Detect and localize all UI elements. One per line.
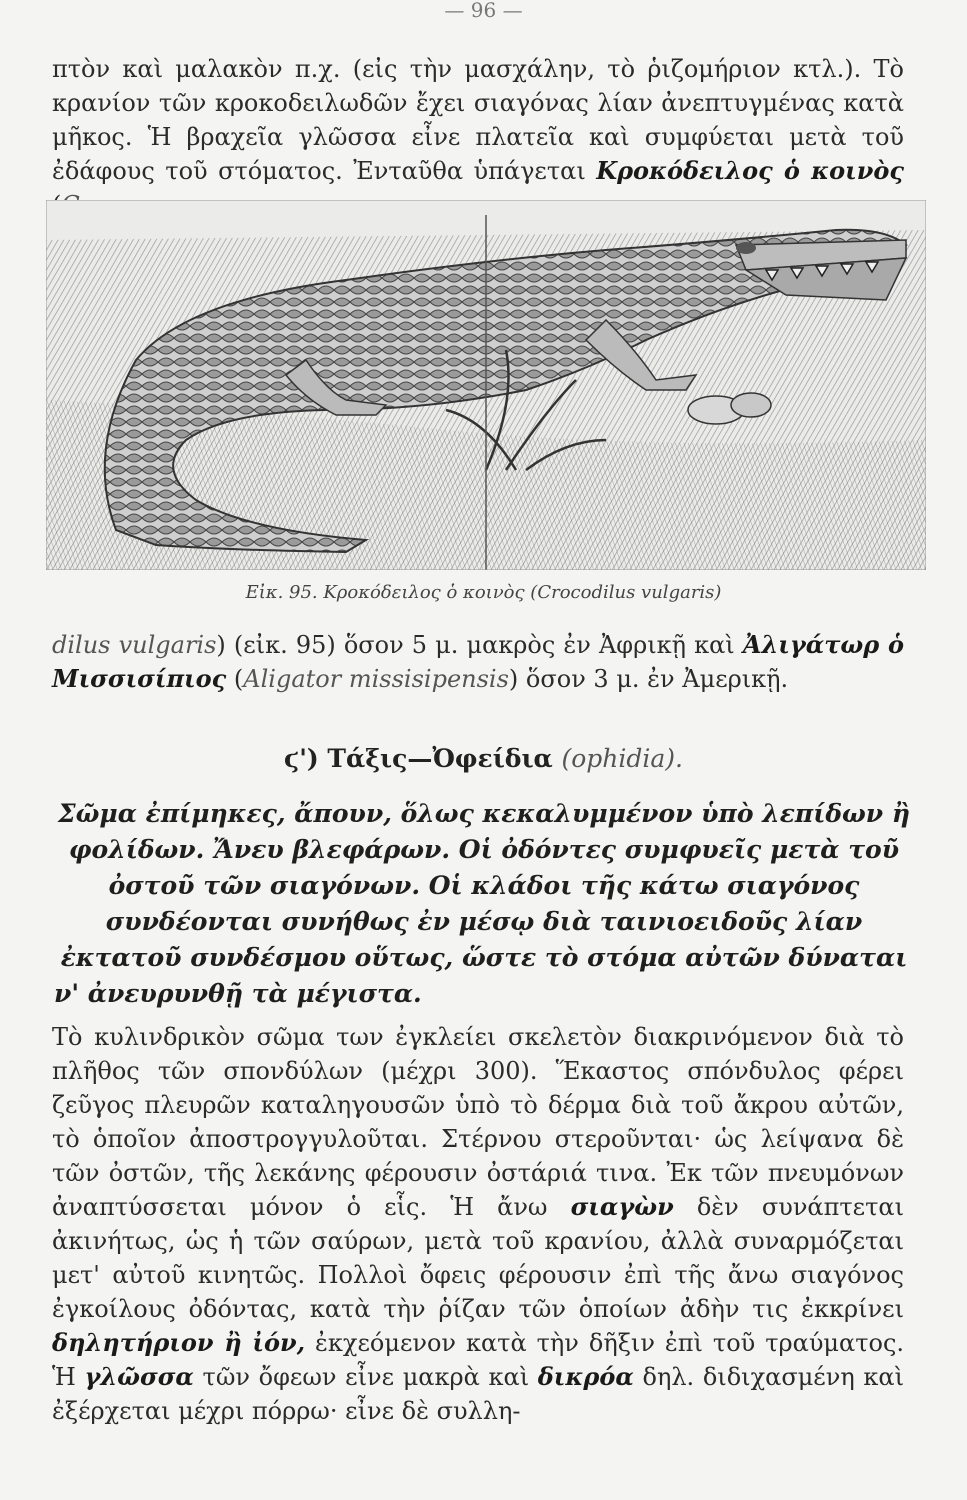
section-heading	[0, 744, 967, 773]
latin-name-end: dilus vulgaris	[52, 631, 217, 659]
text-run: δηλ. διδιχασμένη καὶ ἐξέρχεται μέχρι πόρρω· εἶνε δὲ συλλη-	[52, 1363, 904, 1425]
text-run: (	[226, 665, 244, 693]
crocodile-illustration	[46, 200, 926, 570]
text-run: δὲν συνάπτεται ἀκινήτως, ὡς ἡ τῶν σαύρων, μετὰ τοῦ κρανίου, ἀλλὰ συναρμόζεται μετ' αὐτοῦ κινητῶς. Πολλοὶ ὄφεις φέρουσιν ἐπὶ τῆς ἄνω σιαγόνος ἐγκοίλους ὀδόντας, κατὰ τὴν ῥίζαν τῶν ὁποίων ἀδὴν τις ἐκκρίνει	[52, 1193, 904, 1323]
text-run: Τὸ κυλινδρικὸν σῶμα των ἐγκλείει σκελετὸν διακρινόμενον διὰ τὸ πλῆθος τῶν σπονδύλων (μέχρι 300). Ἕκαστος σπόνδυλος φέρει ζεῦγος πλευρῶν καταληγουσῶν ὑπὸ τὸ δέρμα διὰ τοῦ ἄκρου αὐτῶν, τὸ ὁποῖον ἀποστρογγυλοῦται. Στέρνου στεροῦνται· ὡς λείψανα δὲ τῶν ὀστῶν, τῆς λεκάνης φέρουσιν ὀστάριά τινα. Ἐκ τῶν πνευμόνων ἀναπτύσσεται μόνον ὁ εἷς. Ἡ ἄνω	[52, 1023, 904, 1221]
crocodile-engraving	[46, 200, 926, 570]
page-number: — 96 —	[444, 0, 523, 22]
paragraph-crocodile-sizes	[52, 628, 904, 696]
text-run: πτὸν καὶ μαλακὸν π.χ. (εἰς τὴν μασχάλην, τὸ ῥιζομήριον κτλ.). Τὸ κρανίον τῶν κροκοδειλωδῶν ἔχει σιαγόνας λίαν ἀνεπτυγμένας κατὰ μῆκος. Ἡ βραχεῖα γλῶσσα εἶνε πλατεῖα καὶ συμφύεται μετὰ τοῦ ἐδάφους τοῦ στόματος. Ἐνταῦθα ὑπάγεται	[52, 55, 904, 185]
text-run: ) ὅσον 3 μ. ἐν Ἀμερικῇ.	[508, 665, 789, 693]
paragraph-ophidia-description: Σῶμα ἐπίμηκες, ἄπουν, ὅλως κεκαλυμμένον ὑπὸ λεπίδων ἢ φολίδων. Ἄνευ βλεφάρων. Οἱ ὀδόντες συμφυεῖς μετὰ τοῦ ὀστοῦ τῶν σιαγόνων. Οἱ κλάδοι τῆς κάτω σιαγόνος συνδέονται συνήθως ἐν μέσῳ διὰ ταινιοειδοῦς λίαν ἐκτατοῦ συνδέσμου οὕτως, ὥστε τὸ στόμα αὐτῶν δύναται ν' ἀνευρυνθῇ τὰ μέγιστα.	[54, 799, 911, 1008]
term-alligator: Ἀλιγάτωρ ὁ Μισσισίπιος	[52, 630, 904, 693]
figure-caption: Εἰκ. 95. Κροκόδειλος ὁ κοινὸς (Crocodilus vulgaris)	[245, 582, 722, 603]
term-venom: δηλητήριον ἢ ἰόν,	[52, 1328, 306, 1357]
term-crocodile: Κροκόδειλος ὁ κοινὸς	[596, 156, 904, 185]
heading-title: ϛ') Τάξις—Ὀφείδια	[283, 744, 562, 773]
term-tongue: γλῶσσα	[84, 1362, 194, 1391]
text-run: ) (εἰκ. 95) ὅσον 5 μ. μακρὸς ἐν Ἀφρικῇ καὶ	[216, 631, 743, 659]
paragraph-crocodile-intro	[52, 52, 904, 222]
latin-name-alligator: Aligator missisipensis	[243, 665, 509, 693]
term-jaw: σιαγὼν	[570, 1192, 674, 1221]
heading-latin: (ophidia).	[561, 744, 684, 773]
paragraph-snake-anatomy	[52, 1020, 904, 1428]
term-forked: δικρόα	[537, 1362, 634, 1391]
text-run: ἐκχεόμενον κατὰ τὴν δῆξιν ἐπὶ τοῦ τραύματος. Ἡ	[52, 1329, 905, 1391]
text-run: τῶν ὄφεων εἶνε μακρὰ καὶ	[193, 1363, 538, 1391]
